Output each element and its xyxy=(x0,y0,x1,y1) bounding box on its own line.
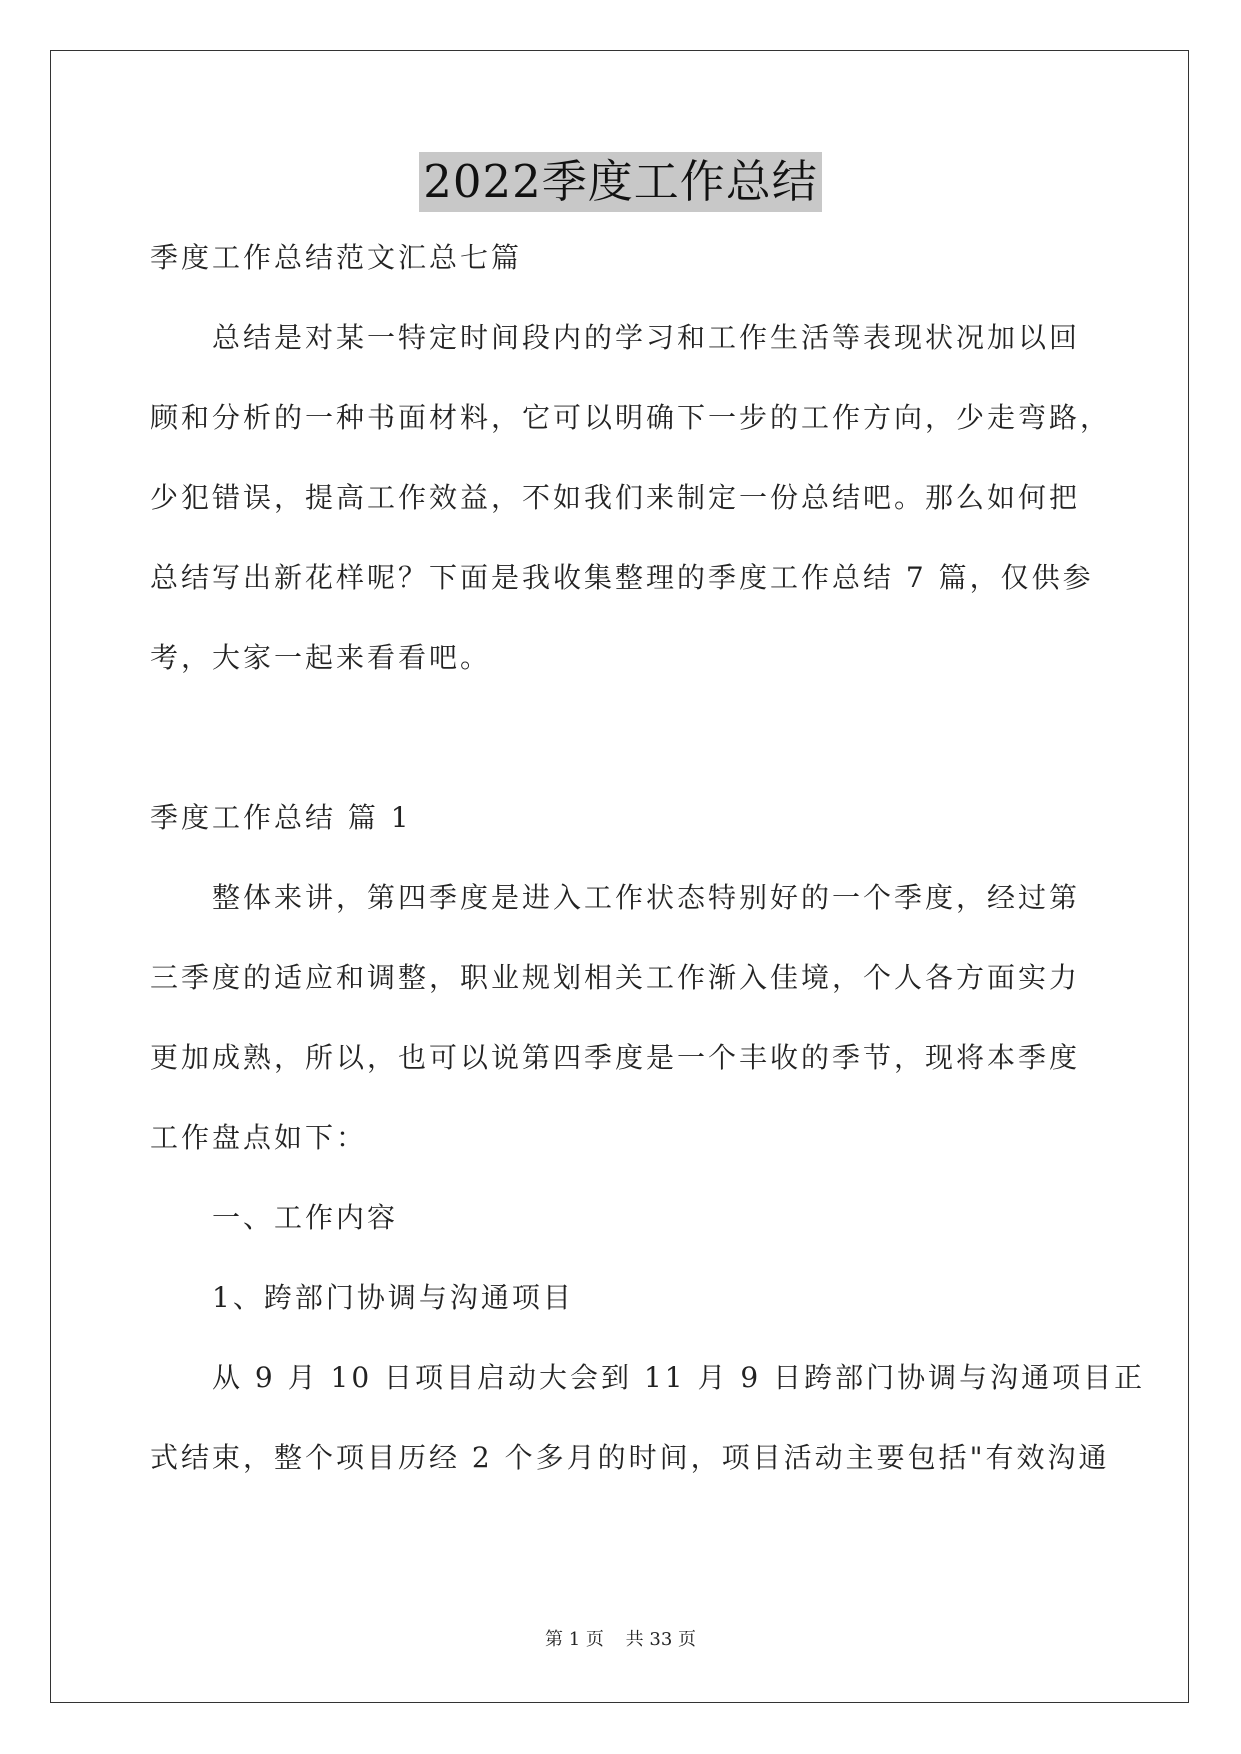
intro-line-3: 少犯错误，提高工作效益，不如我们来制定一份总结吧。那么如何把 xyxy=(150,481,1081,514)
section-line-2: 三季度的适应和调整，职业规划相关工作渐入佳境，个人各方面实力 xyxy=(150,961,1081,994)
document-title: 2022季度工作总结 xyxy=(419,152,822,212)
detail-line-1: 从 9 月 10 日项目启动大会到 11 月 9 日跨部门协调与沟通项目正 xyxy=(150,1361,1146,1394)
section-line-1: 整体来讲，第四季度是进入工作状态特别好的一个季度，经过第 xyxy=(150,881,1081,914)
page-footer xyxy=(0,1625,1241,1651)
page-number: 第 1 页 xyxy=(545,1629,604,1650)
intro-line-5: 考，大家一起来看看吧。 xyxy=(150,641,492,674)
intro-line-2: 顾和分析的一种书面材料，它可以明确下一步的工作方向，少走弯路， xyxy=(150,401,1112,434)
document-subtitle: 季度工作总结范文汇总七篇 xyxy=(150,241,523,274)
detail-line-2: 式结束，整个项目历经 2 个多月的时间，项目活动主要包括"有效沟通 xyxy=(150,1441,1110,1474)
intro-line-4: 总结写出新花样呢？下面是我收集整理的季度工作总结 7 篇，仅供参 xyxy=(150,561,1094,594)
page-total: 共 33 页 xyxy=(625,1629,696,1650)
intro-line-1: 总结是对某一特定时间段内的学习和工作生活等表现状况加以回 xyxy=(150,321,1081,354)
item-heading: 一、工作内容 xyxy=(150,1201,399,1234)
section-line-3: 更加成熟，所以，也可以说第四季度是一个丰收的季节，现将本季度 xyxy=(150,1041,1081,1074)
section-line-4: 工作盘点如下： xyxy=(150,1121,368,1154)
section-heading: 季度工作总结 篇 1 xyxy=(150,801,412,834)
sub-item-heading: 1、跨部门协调与沟通项目 xyxy=(150,1281,574,1314)
title-wrap xyxy=(0,152,1241,212)
